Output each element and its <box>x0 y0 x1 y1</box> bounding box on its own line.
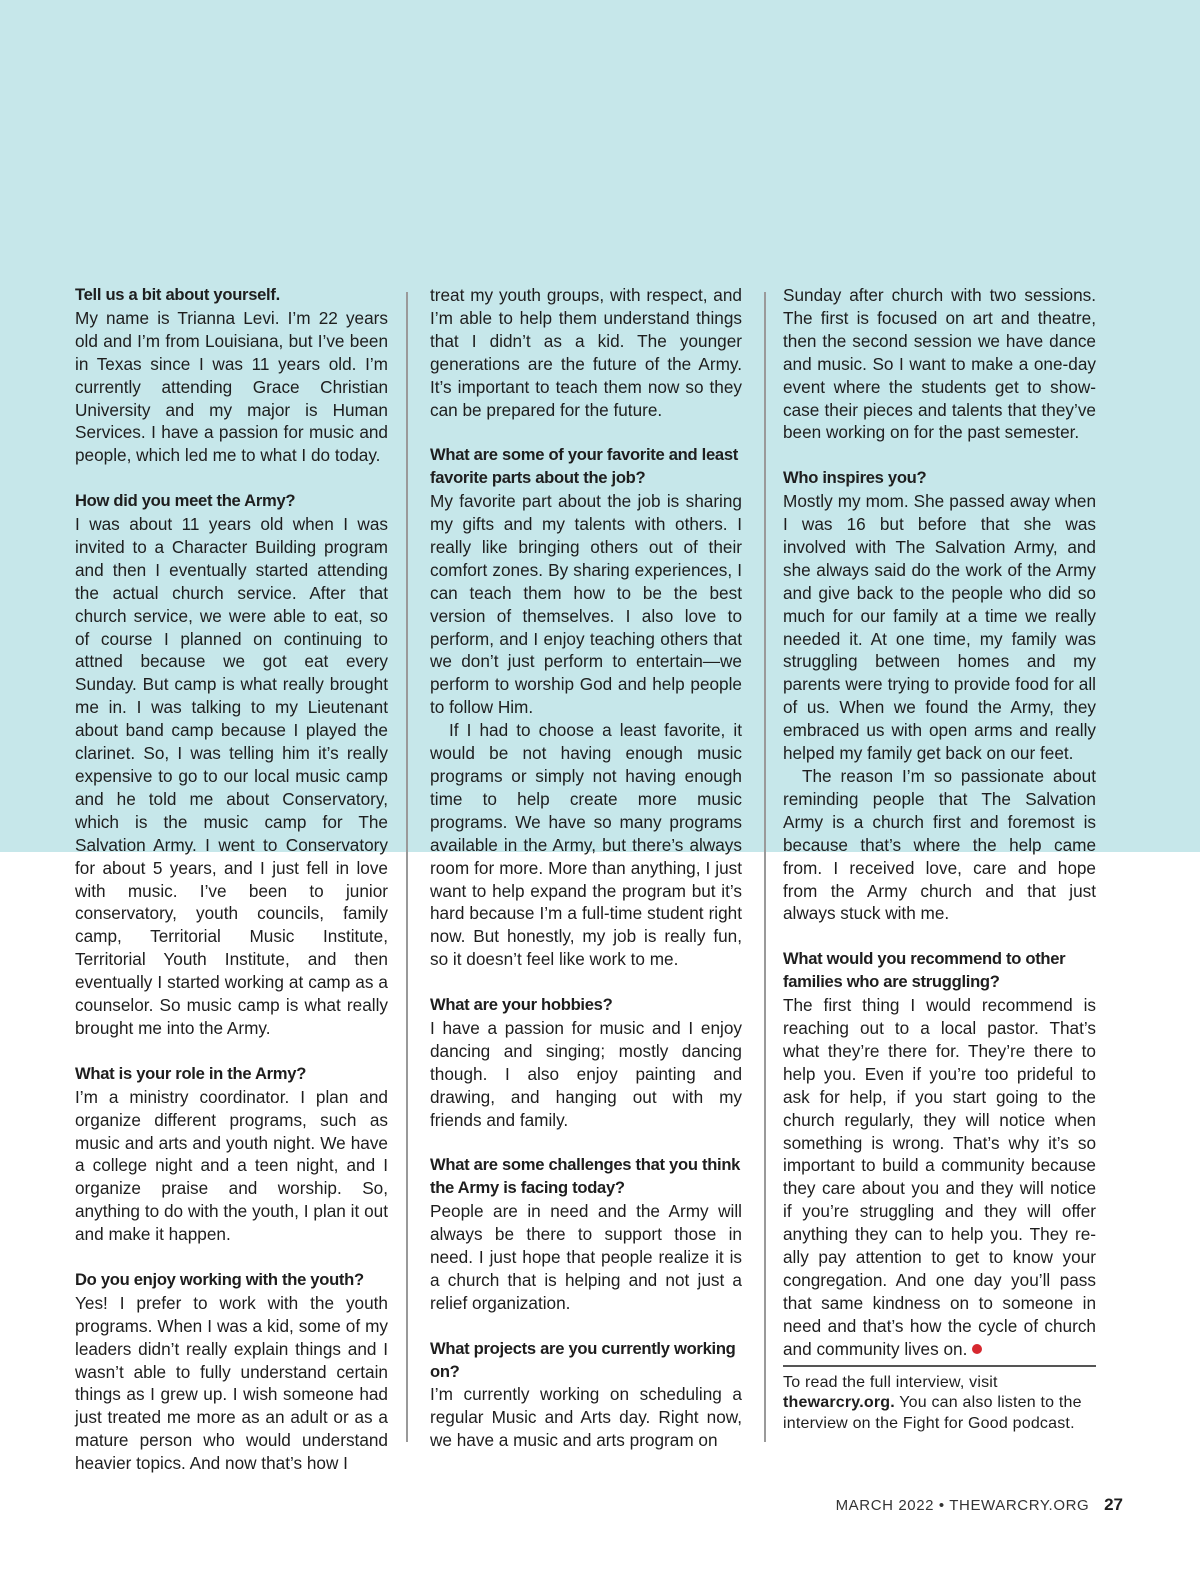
answer-paragraph: I was about 11 years old when I was invited to a Character Building program and then I eventually started attending the actual church service. After that church service, we were able to eat, so of course I planned on continuing to attned because we got eat every Sunday. But camp is what really brought me in. I was talking to my Lieutenant about band camp because I played the clarinet. So, I was telling him it’s really expensive to go to our local music camp and he told me about Conservatory, which is the music camp for The Salvation Army. I went to Conservatory for about 5 years, and I just fell in love with music. I’ve been to junior conservatory, youth councils, family camp, Territorial Music Institute, Territorial Youth Institute, and then eventually I started working at camp as a counselor. So music camp is what really brought me into the Army. <box>75 514 388 1038</box>
answer-paragraph: treat my youth groups, with respect, and I’m able to help them understand things that I didn’t as a kid. The younger generations are the future of the Army. It’s important to teach them now so they can be prepared for the future. <box>430 285 742 420</box>
footer-site: THEWARCRY.ORG <box>949 1497 1090 1514</box>
question-heading: Do you enjoy working with the youth? <box>75 1269 364 1289</box>
question-heading: What are some of your favorite and least favorite parts about the job? <box>430 445 738 488</box>
answer-paragraph: If I had to choose a least favorite, it would be not having enough music programs or simply not having enough time to help create more music programs. We have so many programs available in the Army, but there’s always room for more. More than anything, I just want to help expand the program but it’s hard because I’m a full-time student right now. But honestly, my job is really fun, so it doesn’t feel like work to me. <box>430 720 742 970</box>
answer-paragraph: I have a passion for music and I enjoy dancing and singing; mostly dancing though. I also enjoy painting and drawing, and hanging out with my friends and family. <box>430 1017 742 1130</box>
answer-paragraph: My name is Trianna Levi. I’m 22 years old and I’m from Louisiana, but I’ve been in Texas since I was 11 years old. I’m currently attending Grace Christian University and my major is Human Services. I have a passion for music and people, which led me to what I do today. <box>75 307 388 466</box>
page-number: 27 <box>1104 1495 1123 1514</box>
answer-text: The first thing I would recommend is reaching out to a local pastor. That’s what they’re there for. They’re there to help you. Even if you’re too prideful to ask for help, if you start going to the church regularly, they will notice when something is wrong. That’s why it’s so important to build a community because they care about you and they will notice if you’re struggling and they will offer anything they can to help you. They re-ally pay attention to get to know your congregation. And one day you’ll pass that same kindness on to someone in need and that’s how the cycle of church and community lives on. <box>783 995 1096 1359</box>
website-link[interactable]: thewarcry.org. <box>783 1394 895 1412</box>
issue-date: MARCH 2022 <box>835 1497 935 1514</box>
answer-paragraph: Sunday after church with two sessions. The first is focused on art and theatre, then the second session we have dance and music. So I want to make a one-day event where the students get to show-case their pieces and talents that they’ve been working on for the past semester. <box>783 285 1096 443</box>
footer-separator: • <box>938 1497 945 1514</box>
answer-paragraph <box>783 994 1096 1361</box>
question-heading: What are your hobbies? <box>430 995 613 1015</box>
column-divider <box>764 292 766 1442</box>
question-heading: What would you recommend to other families who are struggling? <box>783 949 1066 992</box>
full-interview-note <box>783 1365 1096 1435</box>
question-heading: What projects are you currently working on? <box>430 1338 736 1381</box>
answer-paragraph: I’m currently working on scheduling a regular Music and Arts day. Right now, we have a music and arts program on <box>430 1384 742 1451</box>
note-text: To read the full interview, visit <box>783 1373 998 1391</box>
answer-paragraph: Yes! I prefer to work with the youth programs. When I was a kid, some of my leaders didn’t really explain things and I wasn’t able to fully understand certain things as I grew up. I wish someone had just treated me more as an adult or as a mature person who would understand heavier topics. And now that’s how I <box>75 1292 388 1474</box>
question-heading: How did you meet the Army? <box>75 491 296 511</box>
question-heading: Who inspires you? <box>783 468 927 488</box>
answer-paragraph: The reason I’m so passionate about reminding people that The Salvation Army is a church first and foremost is because that’s where the help came from. I received love, care and hope from the Army church and that just always stuck with me. <box>783 766 1096 924</box>
answer-paragraph: Mostly my mom. She passed away when I was 16 but before that she was involved with The Salvation Army, and she always said do the work of the Army and give back to the people who did so much for our family at a time we really needed it. At one time, my family was struggling between homes and my parents were trying to provide food for all of us. When we found the Army, they embraced us with open arms and really helped my family get back on our feet. <box>783 491 1096 764</box>
text-column-1 <box>75 284 388 1475</box>
note-text: You can also listen to the interview on the Fight for Good podcast. <box>783 1394 1082 1432</box>
question-heading: Tell us a bit about yourself. <box>75 285 280 304</box>
page-footer <box>600 1495 1123 1515</box>
text-column-3 <box>783 284 1096 1434</box>
answer-paragraph: My favorite part about the job is sharing my gifts and my talents with others. I really like bringing others out of their comfort zones. By sharing experiences, I can teach them how to be the best version of themselves. I also love to perform, and I enjoy teaching others that we don’t just perform to entertain—we perform to worship God and help people to follow Him. <box>430 491 742 718</box>
column-divider <box>406 292 408 1442</box>
text-column-2 <box>430 284 742 1452</box>
answer-paragraph: People are in need and the Army will always be there to support those in need. I just hope that people realize it is a church that is helping and not just a relief organization. <box>430 1201 742 1313</box>
question-heading: What are some challenges that you think the Army is facing today? <box>430 1155 741 1198</box>
answer-paragraph: I’m a ministry coordinator. I plan and organize different programs, such as music and arts and youth night. We have a college night and a teen night, and I organize praise and worship. So, anything to do with the youth, I plan it out and make it happen. <box>75 1086 388 1245</box>
end-mark-icon <box>972 1344 982 1354</box>
question-heading: What is your role in the Army? <box>75 1063 307 1083</box>
